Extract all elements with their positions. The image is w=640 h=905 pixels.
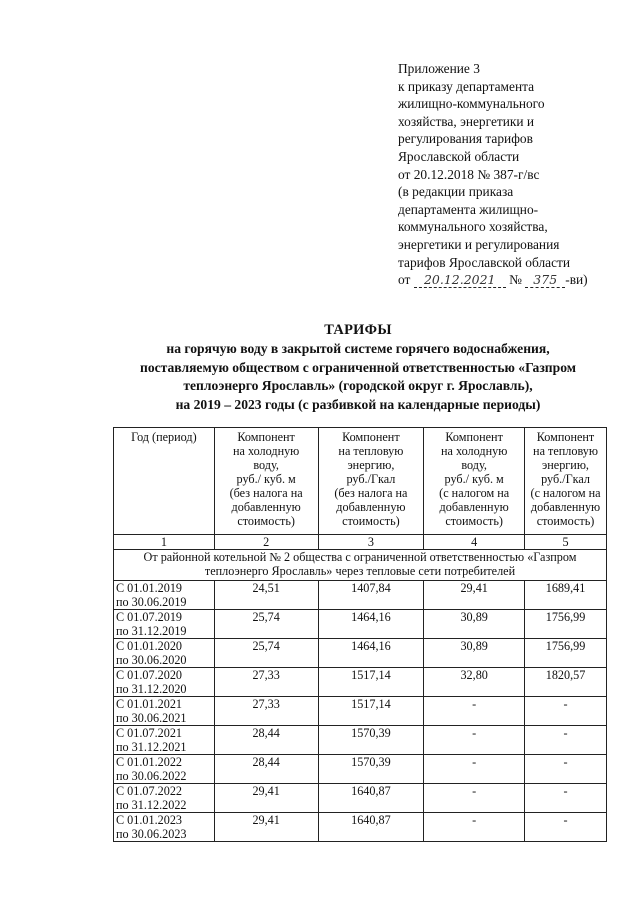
- tariff-value: 29,41: [424, 581, 525, 610]
- tariff-value: 1517,14: [318, 668, 424, 697]
- period-from: С 01.01.2022: [116, 755, 183, 769]
- column-header-line: Компонент: [445, 430, 503, 444]
- annex-line: тарифов Ярославской области: [398, 254, 571, 270]
- tariff-value: 1640,87: [318, 813, 424, 842]
- table-row: [114, 697, 607, 726]
- tariff-value: -: [424, 784, 525, 813]
- period-cell: [114, 755, 215, 784]
- tariff-value: 25,74: [214, 639, 318, 668]
- column-header: [424, 428, 525, 535]
- period-cell: [114, 813, 215, 842]
- tariff-value: 29,41: [214, 813, 318, 842]
- period-from: С 01.01.2023: [116, 813, 183, 827]
- period-from: С 01.07.2021: [116, 726, 183, 740]
- number-sign: №: [509, 272, 522, 288]
- column-number: 1: [114, 535, 215, 550]
- tariff-value: 1464,16: [318, 639, 424, 668]
- table-row: [114, 813, 607, 842]
- column-header-line: воду,: [461, 458, 487, 472]
- annex-line: Ярославской области: [398, 148, 520, 164]
- column-header-line: руб./ куб. м: [444, 472, 504, 486]
- tariff-value: 30,89: [424, 639, 525, 668]
- table-row: [114, 784, 607, 813]
- tariff-value: 1820,57: [525, 668, 607, 697]
- column-number: 3: [318, 535, 424, 550]
- tariff-value: 29,41: [214, 784, 318, 813]
- period-from: С 01.01.2019: [116, 581, 183, 595]
- annex-line: энергетики и регулирования: [398, 236, 560, 252]
- tariff-value: 28,44: [214, 726, 318, 755]
- period-to: по 30.06.2021: [116, 711, 187, 725]
- period-cell: [114, 784, 215, 813]
- tariff-value: 1407,84: [318, 581, 424, 610]
- period-to: по 30.06.2023: [116, 827, 187, 841]
- period-cell: [114, 668, 215, 697]
- annex-line: коммунального хозяйства,: [398, 219, 548, 235]
- tariff-value: -: [424, 755, 525, 784]
- tariff-value: 28,44: [214, 755, 318, 784]
- column-header-line: добавленную: [231, 500, 301, 514]
- column-header: [318, 428, 424, 535]
- tariff-value: -: [525, 813, 607, 842]
- column-header-line: на холодную: [441, 444, 508, 458]
- column-header-line: руб./Гкал: [346, 472, 396, 486]
- column-header-line: стоимость): [445, 514, 503, 528]
- tariff-value: -: [525, 784, 607, 813]
- annex-line: Приложение 3: [398, 61, 480, 76]
- tariff-value: 1570,39: [318, 726, 424, 755]
- annex-line: регулирования тарифов: [398, 131, 533, 147]
- period-to: по 30.06.2020: [116, 653, 187, 667]
- tariff-value: 32,80: [424, 668, 525, 697]
- tariff-value: 25,74: [214, 610, 318, 639]
- group-label-cell: [114, 550, 607, 581]
- column-header-line: Компонент: [536, 430, 595, 444]
- column-header-line: (без налога на: [334, 486, 408, 500]
- title-line: теплоэнерго Ярославль» (городской округ г. Ярославль),: [183, 378, 533, 394]
- column-header-line: Компонент: [237, 430, 295, 444]
- annex-prefix: от: [398, 272, 411, 288]
- annex-line: хозяйства, энергетики и: [398, 113, 535, 129]
- title-line: поставляемую обществом с ограниченной ответственностью «Газпром: [139, 359, 576, 375]
- tariff-value: -: [424, 813, 525, 842]
- table-header-row: [114, 428, 607, 535]
- column-header-line: стоимость): [342, 514, 400, 528]
- tariff-value: 1570,39: [318, 755, 424, 784]
- period-from: С 01.01.2021: [116, 697, 183, 711]
- tariff-value: 1756,99: [525, 639, 607, 668]
- column-header-line: на тепловую: [338, 444, 404, 458]
- handwritten-number: 375: [525, 273, 565, 288]
- table-row: [114, 639, 607, 668]
- title-line: на горячую воду в закрытой системе горячего водоснабжения,: [166, 340, 550, 356]
- group-label-line: теплоэнерго Ярославль» через тепловые сети потребителей: [204, 564, 516, 578]
- period-cell: [114, 697, 215, 726]
- tariff-value: -: [525, 726, 607, 755]
- column-header-line: Год (период): [131, 430, 197, 444]
- period-cell: [114, 639, 215, 668]
- tariff-value: 1640,87: [318, 784, 424, 813]
- column-header-line: Компонент: [342, 430, 400, 444]
- column-header-line: стоимость): [536, 514, 595, 528]
- column-header-line: руб./Гкал: [541, 472, 590, 486]
- annex-header: [398, 60, 634, 289]
- tariff-value: -: [525, 755, 607, 784]
- column-number: 4: [424, 535, 525, 550]
- annex-signature-line: [398, 271, 634, 289]
- table-row: [114, 668, 607, 697]
- annex-line: (в редакции приказа: [398, 184, 514, 200]
- tariff-value: 30,89: [424, 610, 525, 639]
- column-header-line: добавленную: [530, 500, 601, 514]
- column-header-line: стоимость): [237, 514, 295, 528]
- column-header-line: на холодную: [233, 444, 300, 458]
- column-header-line: (без налога на: [229, 486, 303, 500]
- period-to: по 31.12.2022: [116, 798, 187, 812]
- tariff-value: -: [424, 697, 525, 726]
- period-to: по 31.12.2020: [116, 682, 187, 696]
- column-header-line: добавленную: [336, 500, 406, 514]
- column-header: [214, 428, 318, 535]
- title-main: ТАРИФЫ: [324, 322, 392, 338]
- column-header: [114, 428, 215, 535]
- annex-suffix: -ви): [565, 272, 588, 288]
- tariff-value: 1756,99: [525, 610, 607, 639]
- title-line: на 2019 – 2023 годы (с разбивкой на календарные периоды): [175, 397, 541, 413]
- tariff-value: 27,33: [214, 697, 318, 726]
- annex-line: от 20.12.2018 № 387-г/вс: [398, 166, 540, 182]
- table-row: [114, 755, 607, 784]
- column-number: 5: [525, 535, 607, 550]
- column-header-line: руб./ куб. м: [236, 472, 296, 486]
- period-cell: [114, 610, 215, 639]
- column-number: 2: [214, 535, 318, 550]
- tariffs-table: [113, 427, 607, 842]
- column-header-line: (с налогом на: [439, 486, 510, 500]
- table-row: [114, 610, 607, 639]
- period-cell: [114, 581, 215, 610]
- annex-line: департамента жилищно-: [398, 201, 539, 217]
- period-from: С 01.07.2020: [116, 668, 183, 682]
- handwritten-date: 20.12.2021: [414, 273, 506, 288]
- column-header-line: на тепловую: [533, 444, 598, 458]
- group-row: [114, 550, 607, 581]
- column-header-line: воду,: [253, 458, 279, 472]
- tariff-value: 1517,14: [318, 697, 424, 726]
- tariff-value: 1689,41: [525, 581, 607, 610]
- table-row: [114, 581, 607, 610]
- group-label-line: От районной котельной № 2 общества с ограниченной ответственностью «Газпром: [143, 550, 577, 564]
- period-to: по 30.06.2022: [116, 769, 187, 783]
- period-to: по 31.12.2021: [116, 740, 187, 754]
- period-to: по 31.12.2019: [116, 624, 187, 638]
- tariff-value: 24,51: [214, 581, 318, 610]
- document-title: [108, 321, 608, 415]
- column-number-row: [114, 535, 607, 550]
- column-header: [525, 428, 607, 535]
- tariff-value: -: [525, 697, 607, 726]
- annex-line: к приказу департамента: [398, 78, 535, 94]
- tariff-value: -: [424, 726, 525, 755]
- column-header-line: (с налогом на: [530, 486, 601, 500]
- table-row: [114, 726, 607, 755]
- annex-line: жилищно-коммунального: [398, 96, 545, 112]
- column-header-line: энергию,: [347, 458, 395, 472]
- period-from: С 01.01.2020: [116, 639, 183, 653]
- column-header-line: энергию,: [542, 458, 589, 472]
- tariff-value: 1464,16: [318, 610, 424, 639]
- period-to: по 30.06.2019: [116, 595, 187, 609]
- tariff-value: 27,33: [214, 668, 318, 697]
- column-header-line: добавленную: [439, 500, 509, 514]
- period-cell: [114, 726, 215, 755]
- period-from: С 01.07.2022: [116, 784, 183, 798]
- period-from: С 01.07.2019: [116, 610, 183, 624]
